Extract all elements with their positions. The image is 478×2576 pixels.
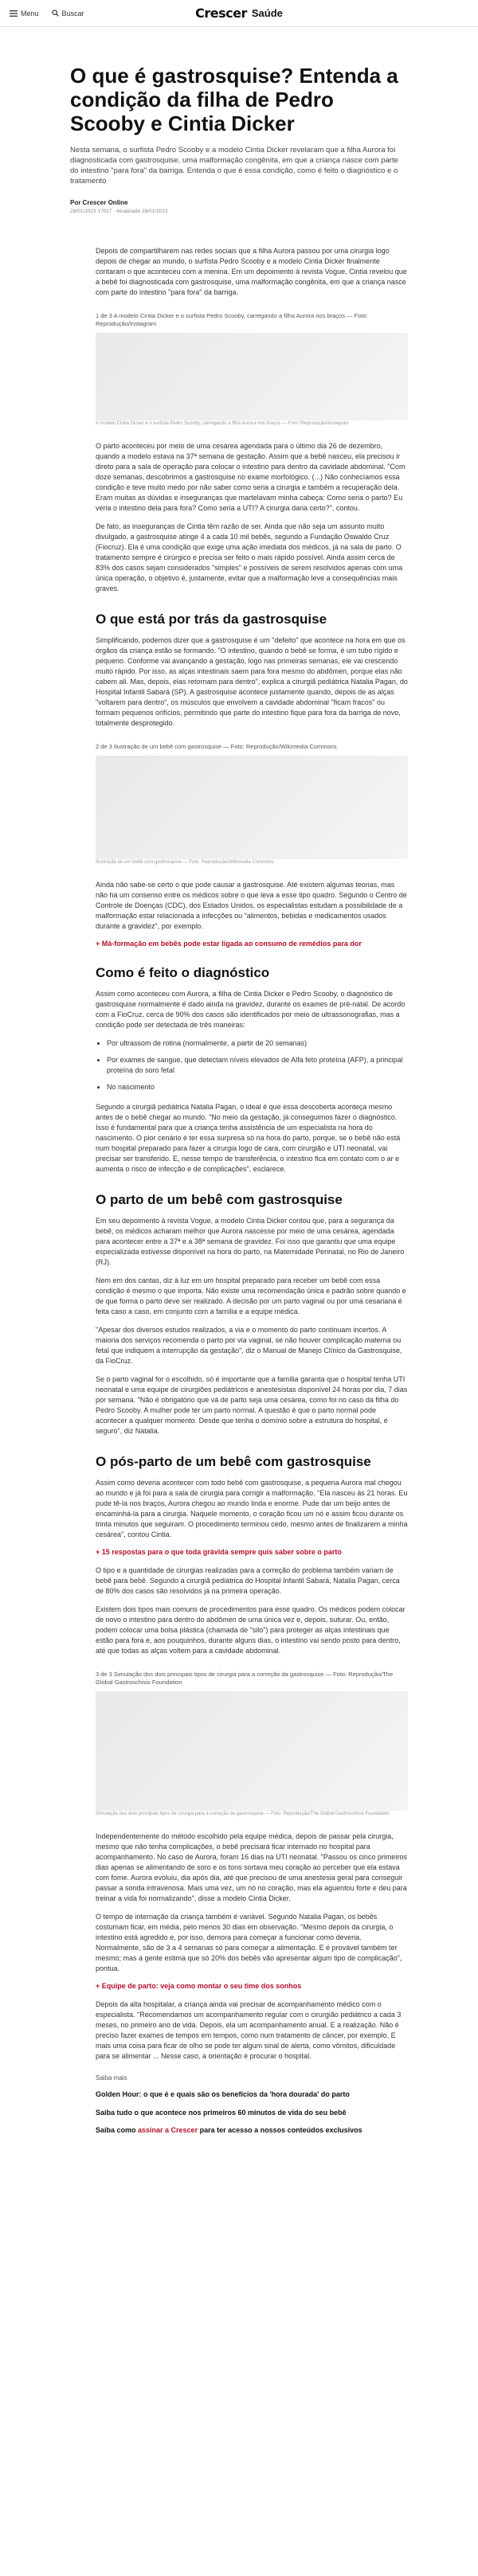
paragraph: Segundo a cirurgiã pediátrica Natalia Pagan, o ideal é que essa descoberta aconteça mesmo antes de o bebê chegar ao mundo. "No meio da gestação, já conseguimos fazer o diagnóstico. Isso é fundamental para que a criança tenha assistência de um especialista na hora do nascimento. O pior cenário é ter essa surpresa só na hora do parto, porque, se o bebê não está num hospital preparado para fazer a cirurgia logo de cara, com cirurgião e UTI neonatal, vai precisar ser transferido. E, nesse tempo de transferência, o intestino fica em contato com o ar e aumenta o risco de infecção e de complicações", esclarece. [96, 1103, 401, 1173]
related-link[interactable]: + Equipe de parto: veja como montar o seu time dos sonhos [96, 1982, 302, 1990]
subscribe-link[interactable]: assinar a Crescer [138, 2126, 198, 2134]
figure [96, 1671, 408, 1817]
figure-caption: 3 de 3 Simulação dos dois principais tipos de cirurgia para a correção da gastrosquise — Foto: Reprodução/The Global Gastroschisis Foundation [96, 1671, 394, 1686]
top-bar [0, 0, 478, 27]
related-article-link[interactable]: Golden Hour: o que é e quais são os benefícios da 'hora dourada' do parto [96, 2090, 350, 2098]
article-header [0, 64, 478, 214]
photo-image [96, 333, 408, 420]
paragraph: Assim como aconteceu com Aurora, a filha de Cintia Dicker e Pedro Scooby, o diagnóstico de gastrosquise normalmente é dado ainda na gravidez, durante os exames de pré-natal. De acordo com a FioCruz, cerca de 90% dos casos são identificados por meio de ultrassonografias, mas a condição pode ser detectada de três maneiras: [96, 990, 406, 1029]
surgery-image [96, 1691, 408, 1811]
paragraph: Depois de compartilharem nas redes sociais que a filha Aurora passou por uma cirurgia logo depois de chegar ao mundo, o surfista Pedro Scooby e a modelo Cintia Dicker finalmente contaram o que aconteceu com a menina. Em um depoimento à revista Vogue, Cintia revelou que a bebê foi diagnosticada com gastrosquise, uma malformação congênita, em que a criança nasce com parte do intestino "para fora" da barriga. [96, 247, 407, 296]
paragraph: Simplificando, podemos dizer que a gastrosquise é um "defeito" que acontece na hora em que os órgãos da criança estão se formando. "O intestino, quando o bebê se forma, é um tubo rígido e pequeno. Conforme vai avançando a gestação, logo nas primeiras semanas, ele vai crescendo muito rápido. Por isso, as alças intestinais saem para fora mesmo do abdômen, porque elas não cabem ali. Mas, depois, elas retornam para dentro", explica a cirurgiã pediátrica Natalia Pagan, do Hospital Infantil Sabará (SP). A gastrosquise acontece justamente quando, depois de as alças "voltarem para dentro", os músculos que envolvem a cavidade abdominal "ficam fracos" ou formam pequenos orifícios, permitindo que parte do intestino fique para fora da barriga de novo, totalmente desprotegido. [96, 636, 408, 727]
related-heading: Saiba mais [96, 2074, 127, 2082]
figure-credit: Ilustração de um bebê com gastrosquise — Foto: Reprodução/Wikimedia Commons [96, 860, 274, 865]
brand-name: Crescer [195, 6, 247, 21]
menu-label: Menu [21, 9, 39, 18]
brand-logo[interactable] [195, 6, 283, 21]
section-heading: O pós-parto de um bebê com gastrosquise [96, 1454, 371, 1469]
article-title: O que é gastrosquise? Entenda a condição da filha de Pedro Scooby e Cintia Dicker [70, 64, 398, 135]
subscribe-prefix: Saiba como [96, 2126, 139, 2134]
illustration-image [96, 756, 408, 859]
paragraph: Assim como deveria acontecer com todo bebê com gastrosquise, a pequena Aurora mal chegou ao mundo e já foi para a sala de cirurgia para corrigir a malformação. "Ela nasceu às 21 horas. Eu pude tê-la nos braços, Aurora chegou ao mundo linda e enorme. Pude dar um beijo antes de encaminhá-la para a cirurgia. Naquele momento, o coração ficou um nó e assim ficou durante os trinta minutos que seguiram. O procedimento terminou cedo, mesmo antes de finalizarem a minha cesárea", contou Cintia. [96, 1479, 408, 1538]
list-item: • No nascimento [107, 1082, 408, 1093]
subscribe-note [96, 2126, 408, 2134]
article-lead: Nesta semana, o surfista Pedro Scooby e a modelo Cintia Dicker revelaram que a filha Aurora foi diagnosticada com gastrosquise, uma malformação congênita, em que a criança nasce com parte do intestino "para fora" da barriga. Entenda o que é essa condição, como é feito o diagnóstico e o tratamento [70, 146, 398, 186]
figure [96, 312, 408, 427]
list-item: • Por ultrassom de rotina (normalmente, a partir de 20 semanas) [107, 1038, 408, 1049]
diagnosis-list [96, 1038, 408, 1093]
figure [96, 743, 408, 866]
paragraph: Nem em dos cantas, diz à luz em um hospital preparado para receber um bebê com essa condição é mesmo o que importa. Não existe uma recomendação única e padrão sobre quando e de que forma o parto deve ser realizado. A decisão por um parto vaginal ou por uma cesariana é feita caso a caso, em conjunto com a família e a equipe médica. [96, 1276, 406, 1315]
related-link[interactable]: + 15 respostas para o que toda grávida sempre quis saber sobre o parto [96, 1548, 342, 1556]
section-name: Saúde [251, 7, 283, 19]
paragraph: Em seu depoimento à revista Vogue, a modelo Cintia Dicker contou que, para a segurança da bebê, os médicos acharam melhor que Aurora nascesse por meio de uma cesárea, agendada para acontecer entre a 37ª e a 38ª semana de gravidez. Foi isso que garantiu que uma equipe especializada estivesse disponível na hora do parto, na Maternidade Perinatal, no Rio de Janeiro (RJ). [96, 1217, 405, 1266]
section-heading: O que está por trás da gastrosquise [96, 612, 327, 627]
subscribe-suffix: para ter acesso a nossos conteúdos exclusivos [198, 2126, 362, 2134]
paragraph: O tipo e a quantidade de cirurgias realizadas para a correção do problema também variam de bebê para bebê. Segundo a cirurgiã pediátrica do Hospital Infantil Sabará, Natalia Pagan, cerca de 80% dos casos são resolvidos já na primeira operação. [96, 1566, 400, 1595]
figure-credit: A modelo Cintia Dicker e o surfista Pedro Scooby, carregando a filha Aurora nos braços — Foto: Reprodução/Instagram [96, 421, 350, 426]
paragraph: O parto aconteceu por meio de uma cesárea agendada para o último dia 26 de dezembro, quando a modelo estava na 37ª semana de gestação. Assim que a bebê nasceu, ela precisou ir direto para a sala de operação para colocar o intestino para dentro da cavidade abdominal. "Com doze semanas, descobrimos a gastrosquise no exame morfológico. (...) Não conhecíamos essa condição e teve muito medo por não saber como seria a cirurgia e também a recuperação dela. Eram muitas as dúvidas e inseguranças que martelavam minha cabeça: Como seria o parto? Eu veria o intestino dela para fora? Como seria a UTI? A cirurgia daria certo?", contou. [96, 442, 406, 512]
paragraph: "Apesar dos diversos estudos realizados, a via e o momento do parto continuam incertos. A maioria dos serviços recomenda o parto por via vaginal, se não houver complicação materna ou fetal que indiquem a interrupção da gestação", diz o Manual de Manejo Clínico da Gastrosquise, da FioCruz. [96, 1326, 402, 1365]
paragraph: Independentemente do método escolhido pela equipe médica, depois de passar pela cirurgia, mesmo que não tenha complicações, o bebê precisará ficar internado no hospital para acompanhamento. No caso de Aurora, foram 16 dias na UTI neonatal. "Passou os cinco primeiros dias apenas se alimentando de soro e os tons sortava meu coração ao perceber que ela estava com fome. Aurora evoluiu, dia após dia, até que precisou de uma anestesia geral para conseguir passar a sonda intravenosa. Mais uma vez, um nó no coração, mas ela aguentou forte e deu para treinar a vida foi normalizando", disse a modelo Cintia Dicker. [96, 1832, 407, 1902]
section-heading: O parto de um bebê com gastrosquise [96, 1192, 343, 1207]
search-label: Buscar [61, 9, 84, 18]
article-dates: 28/01/2023 17h27 · Atualizado 28/01/2023 [70, 209, 168, 214]
paragraph: Existem dois tipos mais comuns de procedimentos para esse quadro. Os médicos podem colocar de novo o intestino para dentro do abdômen de uma única vez e, depois, suturar. Ou, então, podem colocar uma bolsa plástica (chamada de "silo") para proteger as alças intestinais que estão para fora e, aos pouquinhos, durante alguns dias, o intestino vai sendo posto para dentro, até que todas as alças voltem para a cavidade abdominal. [96, 1605, 406, 1655]
section-heading: Como é feito o diagnóstico [96, 965, 270, 980]
figure-credit: Simulação dos dois principais tipos de cirurgia para a correção da gastrosquise — Foto: Reprodução/The Global Gastroschisis Foundation [96, 1812, 390, 1816]
paragraph: De fato, as inseguranças de Cintia têm razão de ser. Ainda que não seja um assunto muito divulgado, a gastrosquise atinge 4 a cada 10 mil bebês, segundo a Fundação Oswaldo Cruz (Fiocruz). Ela é uma condição que exige uma ação imediata dos médicos, já na sala de parto. O tratamento sempre é cirúrgico e precisa ser feito o mais rápido possível. Ainda assim cerca de 83% dos casos sejam considerados "simples" e possíveis de serem resolvidos apenas com uma única operação, o objetivo é, justamente, evitar que a malformação leve a consequências mais graves. [96, 522, 403, 592]
search-icon [52, 10, 59, 17]
menu-button[interactable] [10, 10, 39, 18]
hamburger-icon [10, 10, 18, 17]
search-button[interactable] [52, 10, 84, 18]
list-item: • Por exames de sangue, que detectam níveis elevados de Alfa feto proteína (AFP), a principal proteína do soro fetal [107, 1055, 408, 1076]
related-link[interactable]: + Má-formação em bebês pode estar ligada ao consumo de remédios para dor [96, 940, 362, 948]
paragraph: Depois da alta hospitalar, a criança ainda vai precisar de acompanhamento médico com o especialista. "Recomendamos um acompanhamento regular com o cirurgião pediátrico a cada 3 meses, no primeiro ano de vida. Depois, ela um acompanhamento anual. E a realização. Não é preciso fazer exames de tempos em tempos, como num tratamento de câncer, por exemplo. E mais uma coisa para ficar de olho se pode ter algum sinal de alerta, como vômitos, dificuldade para se alimentar ... Nesse caso, a orientação é procurar o hospital. [96, 2000, 402, 2060]
paragraph: Se o parto vaginal for o escolhido, só é importante que a família garanta que o hospital tenha UTI neonatal e uma equipe de cirurgiões pediátricos e anestesistas disponível 24 horas por dia, 7 dias por semana. "Não é obrigatório que vá de parto seja uma cesárea, como foi no caso da filha do Pedro Scooby. A mulher pode ter um parto normal. A questão é que o parto normal pode acontecer a qualquer momento. Desde que tenha o domínio sobre a estrutura do hospital, é seguro", diz Natalia. [96, 1375, 408, 1435]
related-article-link[interactable]: Saiba tudo o que acontece nos primeiros 60 minutos de vida do seu bebê [96, 2109, 347, 2117]
article-body [0, 246, 478, 2134]
figure-caption: 2 de 3 Ilustração de um bebê com gastrosquise — Foto: Reprodução/Wikimedia Commons [96, 743, 337, 750]
paragraph: O tempo de internação da criança também é variável. Segundo Natalia Pagan, os bebês costumam ficar, em média, pelo menos 30 dias em observação. "Mesmo depois da cirurgia, o intestino está agredido e, por isso, demora para começar a funcionar como deveria. Normalmente, são de 3 a 4 semanas só para começar a alimentação. E é provável também ter mesmo; mas a gente estima que só 20% dos bebês vão apresentar algum tipo de complicação", pontua. [96, 1913, 402, 1972]
article-author: Por Crescer Online [70, 199, 128, 206]
figure-caption: 1 de 3 A modelo Cintia Dicker e o surfista Pedro Scooby, carregando a filha Aurora nos braços — Foto: Reprodução/Instagram [96, 312, 368, 327]
related-articles [96, 2074, 408, 2134]
paragraph: Ainda não sabe-se certo o que pode causar a gastrosquise. Até existem algumas teorias, mas não há um consenso entre os médicos sobre o que leva a esse tipo quadro. Segundo o Centro de Controle de Doenças (CDC), dos Estados Unidos, os especialistas estudam a possibilidade de a malformação estar relacionada a infecções ou "alimentos, bebidas e medicamentos usados durante a gravidez", por exemplo. [96, 881, 407, 930]
